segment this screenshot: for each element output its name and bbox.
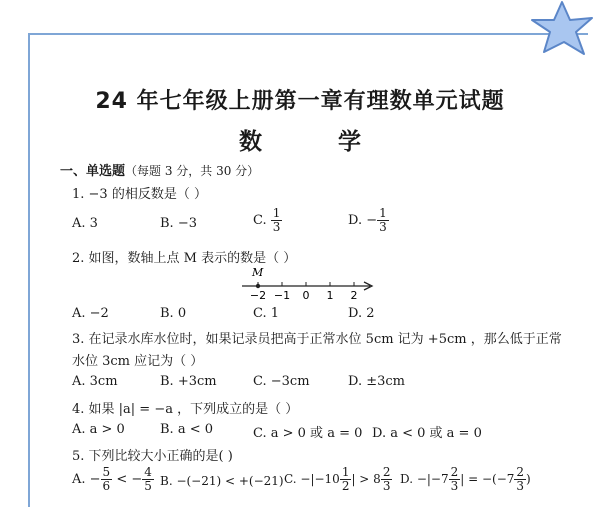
tick-label: 0 xyxy=(302,289,310,302)
fraction-numerator: 2 xyxy=(516,465,525,479)
q5-option-d xyxy=(400,466,531,493)
q5-option-d-suffix: ) xyxy=(526,472,531,486)
q5-option-a xyxy=(72,466,154,493)
q2-option-c: C. 1 xyxy=(253,306,280,321)
q1-option-d-prefix: D. − xyxy=(348,213,378,228)
q5-option-d-fraction-1 xyxy=(449,466,461,493)
q2-option-d: D. 2 xyxy=(348,306,375,321)
fraction-denominator: 6 xyxy=(102,479,111,493)
tick-label: −1 xyxy=(273,289,291,302)
fraction-numerator: 1 xyxy=(272,206,281,220)
fraction-numerator: 4 xyxy=(144,465,152,479)
q5-option-a-mid: < − xyxy=(112,472,143,487)
section-heading xyxy=(60,160,259,179)
q1-option-c-fraction xyxy=(271,207,283,234)
q5-option-c-fraction-2 xyxy=(381,466,393,493)
question-4-stem: 4. 如果 |a| = −a ，下列成立的是（ ） xyxy=(72,402,299,417)
q1-option-c xyxy=(253,207,282,234)
section-label: 一、单选题 xyxy=(60,164,126,179)
fraction-denominator: 5 xyxy=(144,479,152,493)
q5-option-a-fraction-1 xyxy=(101,466,113,493)
q5-option-d-prefix: D. −|−7 xyxy=(400,472,449,486)
star-decoration-icon xyxy=(526,0,596,60)
q3-option-c: C. −3cm xyxy=(253,374,310,389)
q1-option-c-prefix: C. xyxy=(253,213,267,228)
question-3-stem-line1: 3. 在记录水库水位时，如果记录员把高于正常水位 5cm 记为 +5cm ，那么低于正常 xyxy=(72,332,562,347)
q3-option-b: B. +3cm xyxy=(160,374,217,389)
q1-option-d-fraction xyxy=(377,207,389,234)
q3-option-a: A. 3cm xyxy=(72,374,118,389)
fraction-denominator: 3 xyxy=(379,220,387,234)
q5-option-a-prefix: A. − xyxy=(72,472,101,487)
fraction-denominator: 3 xyxy=(272,220,281,234)
q4-option-c: C. a > 0 或 a = 0 xyxy=(253,426,363,441)
fraction-denominator: 2 xyxy=(341,479,350,493)
fraction-numerator: 1 xyxy=(379,206,387,220)
q5-option-c-fraction-1 xyxy=(340,466,352,493)
fraction-numerator: 1 xyxy=(341,465,350,479)
q2-option-a: A. −2 xyxy=(72,306,109,321)
section-note: （每题 3 分，共 30 分） xyxy=(125,164,260,178)
tick-label: 1 xyxy=(326,289,334,302)
question-5-stem: 5. 下列比较大小正确的是( ) xyxy=(72,449,233,464)
fraction-numerator: 2 xyxy=(450,465,459,479)
tick-label: 2 xyxy=(350,289,358,302)
page-subtitle: 数 学 xyxy=(238,129,395,155)
q1-option-d xyxy=(348,207,389,234)
page-border-top xyxy=(28,33,588,35)
q1-option-b: B. −3 xyxy=(160,216,197,231)
point-m-label: M xyxy=(252,266,264,279)
q4-option-a: A. a > 0 xyxy=(72,422,125,437)
number-line-figure xyxy=(236,266,376,302)
q5-option-c-prefix: C. −|−10 xyxy=(284,472,340,486)
question-1-stem: 1. −3 的相反数是（ ） xyxy=(72,187,207,202)
q5-option-d-fraction-2 xyxy=(514,466,526,493)
q1-option-a: A. 3 xyxy=(72,216,98,231)
q5-option-c xyxy=(284,466,392,493)
q5-option-c-mid: | > 8 xyxy=(351,472,381,486)
fraction-numerator: 5 xyxy=(102,465,111,479)
fraction-numerator: 2 xyxy=(382,465,391,479)
question-2-stem: 2. 如图，数轴上点 M 表示的数是（ ） xyxy=(72,251,297,266)
q4-option-b: B. a < 0 xyxy=(160,422,213,437)
page-title: 24 年七年级上册第一章有理数单元试题 xyxy=(95,89,505,114)
question-3-stem-line2: 水位 3cm 应记为（ ） xyxy=(72,354,204,369)
fraction-denominator: 3 xyxy=(382,479,391,493)
fraction-denominator: 3 xyxy=(450,479,459,493)
q5-option-a-fraction-2 xyxy=(142,466,154,493)
q4-option-d: D. a < 0 或 a = 0 xyxy=(372,426,482,441)
tick-label: −2 xyxy=(249,289,267,302)
q2-option-b: B. 0 xyxy=(160,306,187,321)
fraction-denominator: 3 xyxy=(516,479,525,493)
q3-option-d: D. ±3cm xyxy=(348,374,405,389)
q5-option-d-mid: | = −(−7 xyxy=(460,472,515,486)
q5-option-b: B. −(−21) < +(−21) xyxy=(160,474,284,488)
